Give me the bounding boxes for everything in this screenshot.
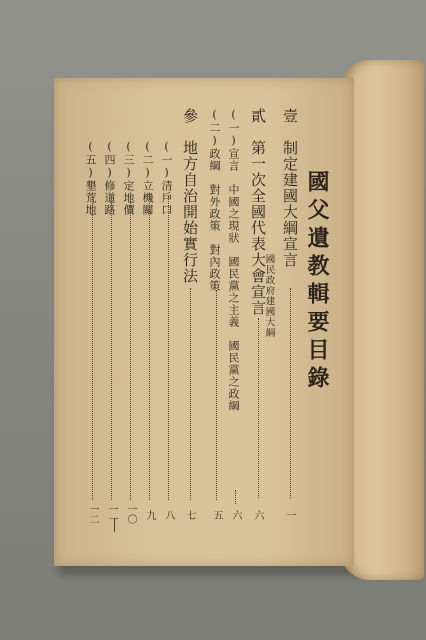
page-number-1: 一 [284, 510, 295, 520]
toc-entry-2-1: (一)宣言 中國之現狀 國民黨之主義 國民黨之政綱 [227, 108, 240, 412]
margin-mark [114, 518, 118, 532]
toc-entry-3-3: (三)定地價 [122, 140, 135, 216]
page-number-2: 六 [252, 510, 263, 520]
leader-dots [130, 196, 131, 500]
toc-entry-1: 壹 制定建國大綱宣言 [281, 108, 299, 268]
page-number-3-1: 八 [163, 510, 174, 520]
page-number-3-5: 一二 [87, 504, 98, 524]
leader-dots [168, 196, 169, 500]
leader-dots [111, 196, 112, 500]
leader-dots [92, 196, 93, 500]
page-number-3-3: 一〇 [125, 504, 136, 524]
toc-entry-1-sub: 國民政府建國大綱 [263, 254, 275, 338]
toc-entry-2-2: (二)政綱 對外政策 對內政策 [208, 108, 221, 292]
page-number-3-2: 九 [144, 510, 155, 520]
toc-entry-3-1: (一)清戶口 [160, 140, 173, 216]
leader-dots [235, 490, 236, 504]
page-number-2-1: 六 [230, 510, 241, 520]
leader-dots [258, 318, 259, 498]
page-number-3: 七 [184, 510, 195, 520]
page-number-2-2: 五 [211, 510, 222, 520]
leader-dots [149, 196, 150, 500]
toc-entry-3-2: (二)立機關 [141, 140, 154, 216]
toc-entry-3: 參 地方自治開始實行法 [181, 108, 199, 284]
toc-page [54, 78, 354, 566]
toc-entry-2: 貳 第一次全國代表大會宣言 [249, 108, 267, 316]
toc-entry-3-4: (四)修道路 [103, 140, 116, 216]
leader-dots [216, 290, 217, 500]
toc-entry-3-5: (五)墾荒地 [84, 140, 97, 216]
page-number-3-4: 一一 [106, 504, 117, 524]
page-title: 國父遺教輯要目錄 [304, 170, 330, 394]
leader-dots [290, 288, 291, 498]
leader-dots [190, 288, 191, 500]
